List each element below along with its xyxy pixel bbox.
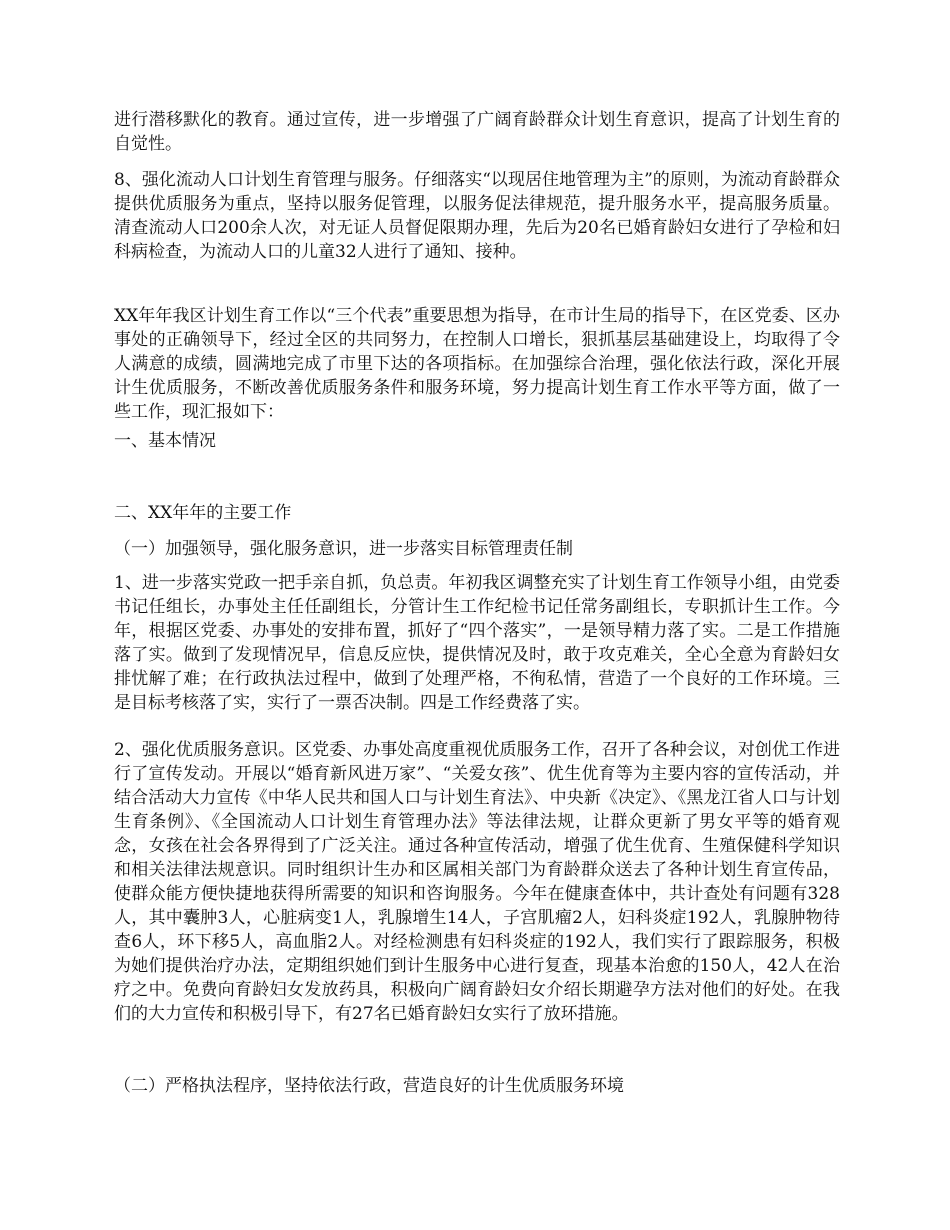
paragraph-report-intro: XX年年我区计划生育工作以“三个代表”重要思想为指导，在市计生局的指导下，在区党委、区办事处的正确领导下，经过全区的共同努力，在控制人口增长，狠抓基层基础建设上，均取得了令人满意的成绩，圆满地完成了市里下达的各项指标。在加强综合治理，强化依法行政，深化开展计生优质服务，不断改善优质服务条件和服务环境，努力提高计划生育工作水平等方面，做了一些工作，现汇报如下： bbox=[114, 306, 840, 422]
subheading-law-enforcement: （二）严格执法程序，坚持依法行政，营造良好的计生优质服务环境 bbox=[114, 1076, 624, 1096]
paragraph-leadership-responsibility: 1、进一步落实党政一把手亲自抓，负总责。年初我区调整充实了计划生育工作领导小组，由党委书记任组长，办事处主任任副组长，分管计生工作纪检书记任常务副组长，专职抓计生工作。今年，根据区党委、办事处的安排布置，抓好了“四个落实”，一是领导精力落了实。二是工作措施落了实。做到了发现情况早，信息反应快，提供情况及时，敢于攻克难关，全心全意为育龄妇女排忧解了难；在行政执法过程中，做到了处理严格，不徇私情，营造了一个良好的工作环境。三是目标考核落了实，实行了一票否决制。四是工作经费落了实。 bbox=[114, 573, 840, 713]
heading-basic-situation: 一、基本情况 bbox=[114, 431, 216, 451]
paragraph-floating-population: 8、强化流动人口计划生育管理与服务。仔细落实“以现居住地管理为主”的原则，为流动育龄群众提供优质服务为重点，坚持以服务促管理，以服务促法律规范，提升服务水平，提高服务质量。清查流动人口200余人次，对无证人员督促限期办理，先后为20名已婚育龄妇女进行了孕检和妇科病检查，为流动人口的儿童32人进行了通知、接种。 bbox=[114, 170, 840, 262]
subheading-leadership: （一）加强领导，强化服务意识，进一步落实目标管理责任制 bbox=[114, 539, 573, 559]
heading-main-work: 二、XX年年的主要工作 bbox=[114, 503, 292, 523]
paragraph-education-continuation: 进行潜移默化的教育。通过宣传，进一步增强了广阔育龄群众计划生育意识，提高了计划生育的自觉性。 bbox=[114, 110, 840, 154]
paragraph-quality-service: 2、强化优质服务意识。区党委、办事处高度重视优质服务工作，召开了各种会议，对创优工作进行了宣传发动。开展以“婚育新风进万家”、“关爱女孩”、优生优育等为主要内容的宣传活动，并结合活动大力宣传《中华人民共和国人口与计划生育法》、中央新《决定》、《黑龙江省人口与计划生育条例》、《全国流动人口计划生育管理办法》等法律法规，让群众更新了男女平等的婚育观念，女孩在社会各界得到了广泛关注。通过各种宣传活动，增强了优生优育、生殖保健科学知识和相关法律法规意识。同时组织计生办和区属相关部门为育龄群众送去了各种计划生育宣传品，使群众能方便快捷地获得所需要的知识和咨询服务。今年在健康查体中，共计查处有问题有328人，其中囊肿3人，心脏病变1人，乳腺增生14人，子宫肌瘤2人，妇科炎症192人，乳腺肿物待查6人，环下移5人，高血脂2人。对经检测患有妇科炎症的192人，我们实行了跟踪服务，积极为她们提供治疗办法，定期组织她们到计生服务中心进行复查，现基本治愈的150人，42人在治疗之中。免费向育龄妇女发放药具，积极向广阔育龄妇女介绍长期避孕方法对他们的好处。在我们的大力宣传和积极引导下，有27名已婚育龄妇女实行了放环措施。 bbox=[114, 740, 840, 1024]
